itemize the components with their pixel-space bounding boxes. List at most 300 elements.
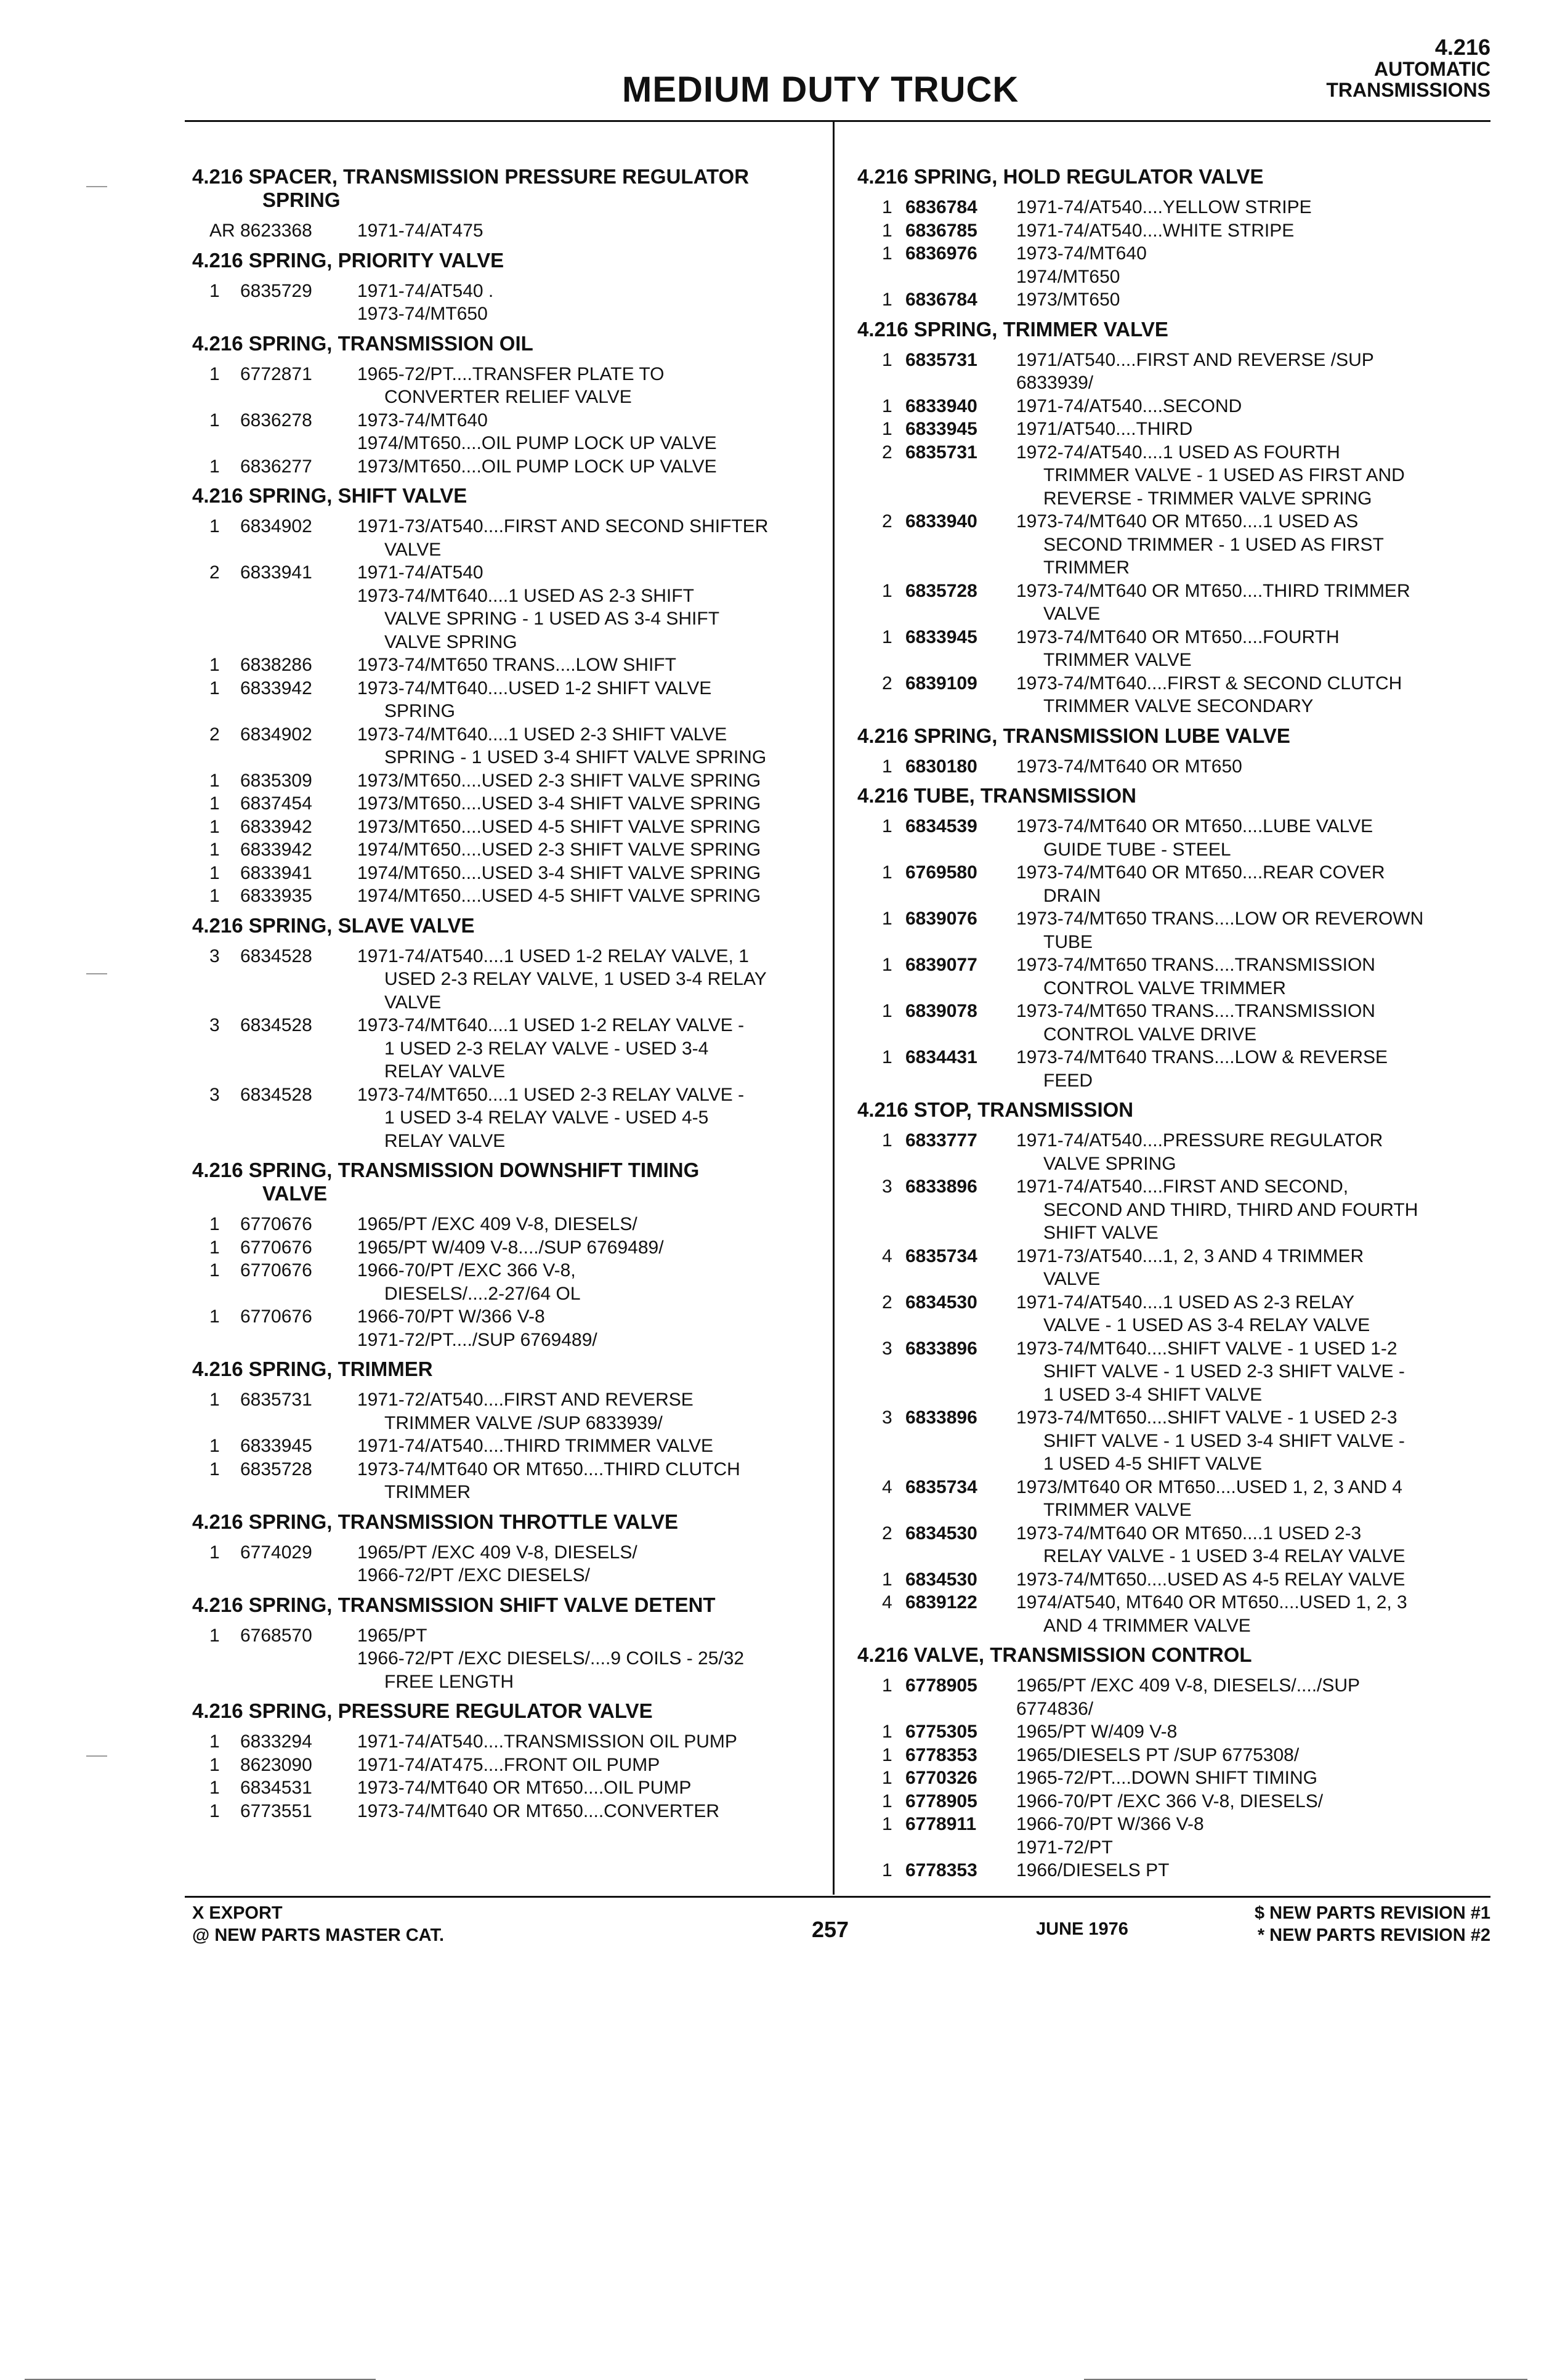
footer-legend-right — [1255, 1902, 1490, 1946]
description-line: 1966-72/PT /EXC DIESELS/ — [357, 1565, 590, 1585]
part-number: 6839122 — [905, 1592, 977, 1613]
part-number: 6833942 — [240, 840, 312, 860]
description-line: 1966/DIESELS PT — [1016, 1860, 1170, 1880]
description-line: VALVE — [1043, 604, 1101, 624]
description-line: 1973-74/MT640 OR MT650....1 USED 2-3 — [1016, 1523, 1362, 1544]
description-line: 1973-74/MT640 TRANS....LOW & REVERSE — [1016, 1047, 1388, 1067]
description-line: 1974/AT540, MT640 OR MT650....USED 1, 2, 3 — [1016, 1592, 1407, 1613]
part-quantity: AR — [209, 221, 235, 241]
section-heading — [857, 1098, 1492, 1122]
section-code: 4.216 — [192, 1699, 243, 1722]
description-line: 1965/PT /EXC 409 V-8, DIESELS/..../SUP — [1016, 1675, 1361, 1696]
description-line: 1 USED 3-4 SHIFT VALVE — [1043, 1384, 1263, 1405]
part-quantity: 1 — [882, 1860, 892, 1880]
description-line: TRIMMER VALVE /SUP 6833939/ — [384, 1412, 663, 1433]
part-number: 6839077 — [905, 955, 977, 975]
description-line: VALVE — [384, 992, 442, 1013]
part-number: 6778905 — [905, 1675, 977, 1696]
description-line: 1973-74/MT640....1 USED 2-3 SHIFT VALVE — [357, 724, 727, 745]
part-number: 6778353 — [905, 1860, 977, 1880]
description-line: 1973-74/MT640 OR MT650....FOURTH — [1016, 626, 1340, 647]
part-row — [192, 1458, 808, 1504]
part-quantity: 1 — [209, 1214, 220, 1234]
section-heading — [857, 1643, 1492, 1667]
part-number: 6834530 — [905, 1569, 977, 1590]
description-line: 1 USED 4-5 SHIFT VALVE — [1043, 1454, 1263, 1474]
part-number: 6833942 — [240, 678, 312, 698]
description-line: 1973-74/MT650 TRANS....TRANSMISSION — [1016, 955, 1375, 975]
part-quantity: 2 — [882, 1523, 892, 1544]
part-quantity: 1 — [209, 1459, 220, 1479]
section-title: SPRING, SHIFT VALVE — [248, 484, 467, 507]
description-line: 1965/DIESELS PT /SUP 6775308/ — [1016, 1744, 1300, 1765]
part-quantity: 1 — [882, 289, 892, 310]
section-heading — [192, 1510, 808, 1534]
section-title: SPRING, TRIMMER VALVE — [913, 317, 1168, 341]
description-line: 1971-74/AT540 . — [357, 280, 494, 301]
part-description — [357, 1014, 808, 1083]
section-title: STOP, TRANSMISSION — [913, 1098, 1134, 1121]
section-heading — [857, 724, 1492, 748]
part-row — [857, 1790, 1492, 1813]
section-title-line — [192, 1510, 808, 1534]
part-number: 6835734 — [905, 1245, 977, 1266]
part-number: 6768570 — [240, 1625, 312, 1646]
section-title-line — [857, 318, 1492, 341]
part-number: 6839109 — [905, 673, 977, 694]
part-description — [1016, 418, 1492, 441]
part-row — [192, 455, 808, 479]
part-quantity: 1 — [209, 516, 220, 536]
parts-section — [192, 1358, 808, 1504]
part-number: 6770676 — [240, 1306, 312, 1327]
description-line: SHIFT VALVE — [1043, 1223, 1159, 1243]
section-title-line — [192, 249, 808, 272]
part-description — [357, 1388, 808, 1435]
part-quantity: 1 — [882, 816, 892, 836]
part-row — [192, 1014, 808, 1083]
description-line: 1973/MT650....OIL PUMP LOCK UP VALVE — [357, 456, 717, 477]
part-quantity: 2 — [209, 724, 220, 745]
section-title-line — [192, 332, 808, 355]
part-quantity: 1 — [882, 1047, 892, 1067]
part-row — [192, 792, 808, 816]
section-code: 4.216 — [192, 1358, 243, 1380]
part-quantity: 3 — [882, 1338, 892, 1359]
part-number: 6775305 — [905, 1722, 977, 1742]
section-code: 4.216 — [857, 317, 908, 341]
part-description — [1016, 242, 1492, 288]
part-quantity: 1 — [209, 280, 220, 301]
description-line: RELAY VALVE — [384, 1130, 506, 1151]
part-number: 6778911 — [905, 1814, 977, 1834]
description-line: VALVE SPRING — [384, 631, 517, 652]
section-code: 4.216 — [857, 784, 908, 807]
part-quantity: 1 — [882, 756, 892, 777]
part-description — [357, 363, 808, 409]
section-code: 4.216 — [192, 1510, 243, 1533]
part-number: 6770676 — [240, 1237, 312, 1258]
parts-section — [192, 914, 808, 1153]
section-title: SPRING, PRIORITY VALVE — [248, 248, 504, 272]
part-number: 6833945 — [240, 1436, 312, 1456]
description-line: VALVE — [1043, 1269, 1101, 1289]
part-quantity: 1 — [209, 1237, 220, 1258]
part-row — [192, 219, 808, 243]
description-line: 1973-74/MT640 OR MT650....OIL PUMP — [357, 1778, 692, 1798]
part-row — [192, 654, 808, 677]
part-quantity: 1 — [882, 419, 892, 439]
part-row — [192, 280, 808, 326]
description-line: 1973-74/MT640 OR MT650....LUBE VALVE — [1016, 816, 1373, 836]
page-header-title: MEDIUM DUTY TRUCK — [622, 70, 1019, 110]
part-quantity: 1 — [209, 1436, 220, 1456]
part-quantity: 1 — [882, 909, 892, 929]
part-quantity: 4 — [882, 1245, 892, 1266]
part-number: 6835731 — [905, 442, 977, 463]
parts-section — [857, 1643, 1492, 1882]
part-row — [857, 755, 1492, 779]
section-title-line — [192, 914, 808, 937]
description-line: 1972-74/AT540....1 USED AS FOURTH — [1016, 442, 1340, 463]
section-heading — [192, 1593, 808, 1617]
part-row — [857, 1129, 1492, 1175]
part-row — [192, 769, 808, 793]
part-description — [357, 409, 808, 455]
part-quantity: 1 — [209, 1800, 220, 1821]
part-number: 6778905 — [905, 1791, 977, 1811]
part-description — [1016, 1000, 1492, 1046]
part-number: 6833945 — [905, 626, 977, 647]
part-quantity: 2 — [209, 562, 220, 583]
description-line: 1974/MT650....USED 3-4 SHIFT VALVE SPRING — [357, 862, 761, 883]
description-line: 1971-74/AT540....TRANSMISSION OIL PUMP — [357, 1731, 737, 1752]
part-row — [192, 862, 808, 885]
description-line: TRIMMER VALVE — [1043, 650, 1192, 670]
description-line: 1965-72/PT....DOWN SHIFT TIMING — [1016, 1768, 1317, 1788]
footer-legend-left — [192, 1902, 444, 1946]
section-code: 4.216 — [192, 1159, 243, 1181]
part-number: 6835731 — [240, 1390, 312, 1410]
section-title: SPRING, TRANSMISSION DOWNSHIFT TIMING — [248, 1159, 700, 1181]
section-title: SPACER, TRANSMISSION PRESSURE REGULATOR — [248, 165, 750, 188]
part-description — [357, 816, 808, 839]
part-description — [1016, 1859, 1492, 1882]
part-description — [1016, 1476, 1492, 1522]
part-row — [192, 1800, 808, 1823]
description-line: 1971-74/AT540....THIRD TRIMMER VALVE — [357, 1436, 713, 1456]
part-row — [857, 242, 1492, 288]
part-description — [357, 723, 808, 769]
description-line: 1971-74/AT540....FIRST AND SECOND, — [1016, 1176, 1349, 1197]
part-row — [857, 1674, 1492, 1720]
part-quantity: 1 — [882, 1768, 892, 1788]
part-row — [857, 441, 1492, 511]
part-row — [857, 288, 1492, 312]
description-line: TRIMMER — [384, 1482, 471, 1502]
section-title-line — [857, 1643, 1492, 1667]
description-line: 1965-72/PT....TRANSFER PLATE TO — [357, 363, 665, 384]
part-quantity: 2 — [882, 442, 892, 463]
parts-section — [192, 249, 808, 326]
description-line: 1973-74/MT640....1 USED 1-2 RELAY VALVE - — [357, 1015, 745, 1035]
description-line: 1973-74/MT650....SHIFT VALVE - 1 USED 2-3 — [1016, 1407, 1397, 1428]
description-line: 1971-74/AT540....WHITE STRIPE — [1016, 220, 1295, 241]
section-title-line — [857, 724, 1492, 748]
margin-mark — [86, 973, 107, 974]
part-description — [1016, 1337, 1492, 1407]
part-row — [857, 953, 1492, 1000]
description-line: RELAY VALVE — [384, 1061, 506, 1082]
part-description — [357, 515, 808, 561]
part-number: 6834530 — [905, 1292, 977, 1313]
part-description — [1016, 953, 1492, 1000]
part-quantity: 1 — [882, 349, 892, 370]
part-description — [1016, 219, 1492, 243]
part-description — [1016, 1129, 1492, 1175]
section-title: SPRING, TRANSMISSION OIL — [248, 331, 533, 355]
description-line: 1966-70/PT W/366 V-8 — [357, 1306, 545, 1327]
description-line: SECOND TRIMMER - 1 USED AS FIRST — [1043, 534, 1384, 555]
part-number: 6833777 — [905, 1130, 977, 1151]
section-title-line — [857, 784, 1492, 808]
part-description — [1016, 510, 1492, 580]
part-number: 6833896 — [905, 1338, 977, 1359]
section-title-line: VALVE — [262, 1182, 328, 1205]
part-quantity: 2 — [882, 673, 892, 694]
section-heading — [192, 1699, 808, 1723]
section-title: SPRING, TRANSMISSION THROTTLE VALVE — [248, 1510, 679, 1533]
part-number: 6836976 — [905, 243, 977, 264]
description-line: 6833939/ — [1016, 373, 1094, 393]
description-line: SHIFT VALVE - 1 USED 2-3 SHIFT VALVE - — [1043, 1361, 1405, 1382]
part-description — [1016, 580, 1492, 626]
part-number: 6836277 — [240, 456, 312, 477]
part-quantity: 1 — [882, 580, 892, 601]
part-description — [1016, 1720, 1492, 1744]
parts-section — [192, 484, 808, 908]
part-row — [192, 1435, 808, 1458]
part-row — [857, 580, 1492, 626]
revision-2-note: * NEW PARTS REVISION #2 — [1257, 1925, 1490, 1945]
part-quantity: 1 — [209, 410, 220, 431]
part-row — [857, 1245, 1492, 1291]
part-quantity: 3 — [882, 1176, 892, 1197]
part-description — [1016, 626, 1492, 672]
part-quantity: 1 — [209, 793, 220, 814]
margin-mark — [86, 1755, 107, 1757]
section-title-line — [857, 1098, 1492, 1122]
part-quantity: 1 — [209, 1390, 220, 1410]
part-description — [357, 1236, 808, 1260]
part-quantity: 1 — [209, 886, 220, 906]
description-line: RELAY VALVE - 1 USED 3-4 RELAY VALVE — [1043, 1546, 1405, 1566]
description-line: 1974/MT650 — [1016, 266, 1120, 287]
part-description — [1016, 441, 1492, 511]
description-line: 1 USED 2-3 RELAY VALVE - USED 3-4 — [384, 1038, 709, 1059]
part-row — [857, 1767, 1492, 1790]
part-quantity: 1 — [209, 1306, 220, 1327]
part-description — [357, 1305, 808, 1351]
parts-section — [857, 165, 1492, 312]
description-line: GUIDE TUBE - STEEL — [1043, 839, 1231, 860]
part-row — [192, 409, 808, 455]
part-quantity: 1 — [882, 626, 892, 647]
part-quantity: 1 — [209, 655, 220, 675]
part-number: 6833941 — [240, 562, 312, 583]
part-number: 6835734 — [905, 1476, 977, 1497]
publication-date: JUNE 1976 — [1036, 1919, 1128, 1939]
parts-section — [192, 165, 808, 243]
description-line: 1971-74/AT540....1 USED AS 2-3 RELAY — [1016, 1292, 1355, 1313]
description-line: 1973-74/MT640....SHIFT VALVE - 1 USED 1-2 — [1016, 1338, 1397, 1359]
section-title-line — [192, 484, 808, 508]
section-code: 4.216 — [192, 484, 243, 507]
section-heading — [192, 484, 808, 508]
section-code: 4.216 — [857, 724, 908, 747]
part-row — [857, 861, 1492, 907]
section-title: VALVE, TRANSMISSION CONTROL — [913, 1643, 1252, 1666]
section-heading — [857, 318, 1492, 341]
section-label-line2: TRANSMISSIONS — [1326, 79, 1490, 102]
part-description — [357, 1776, 808, 1800]
part-row — [857, 1337, 1492, 1407]
part-description — [1016, 1790, 1492, 1813]
part-row — [192, 363, 808, 409]
part-quantity: 1 — [209, 456, 220, 477]
section-label-line1: AUTOMATIC — [1373, 58, 1490, 81]
description-line: 1966-70/PT /EXC 366 V-8, — [357, 1260, 576, 1281]
description-line: 1965/PT W/409 V-8..../SUP 6769489/ — [357, 1237, 664, 1258]
description-line: 1965/PT /EXC 409 V-8, DIESELS/ — [357, 1214, 637, 1234]
section-code: 4.216 — [192, 165, 243, 188]
description-line: 1971-74/AT540....SECOND — [1016, 395, 1242, 416]
part-number: 6769580 — [905, 862, 977, 883]
part-quantity: 1 — [209, 816, 220, 837]
part-number: 6833896 — [905, 1176, 977, 1197]
section-code: 4.216 — [192, 248, 243, 272]
description-line: 1973-74/MT640 OR MT650....REAR COVER — [1016, 862, 1385, 883]
part-number: 6834528 — [240, 945, 312, 966]
part-number: 6833294 — [240, 1731, 312, 1752]
part-description — [357, 1730, 808, 1754]
part-quantity: 1 — [209, 1542, 220, 1563]
part-number: 6770326 — [905, 1768, 977, 1788]
section-code: 4.216 — [857, 165, 908, 188]
description-line: 1973-74/MT640....FIRST & SECOND CLUTCH — [1016, 673, 1402, 694]
description-line: 1974/MT650....USED 2-3 SHIFT VALVE SPRING — [357, 840, 761, 860]
part-row — [857, 1744, 1492, 1767]
description-line: 1973-74/MT640 OR MT650....CONVERTER — [357, 1800, 719, 1821]
part-quantity: 1 — [882, 1722, 892, 1742]
part-row — [857, 1000, 1492, 1046]
part-row — [857, 1859, 1492, 1882]
part-number: 6836784 — [905, 289, 977, 310]
part-number: 6833935 — [240, 886, 312, 906]
part-description — [1016, 349, 1492, 395]
section-title: SPRING, SLAVE VALVE — [248, 913, 475, 937]
part-description — [357, 654, 808, 677]
part-row — [857, 1720, 1492, 1744]
part-description — [357, 884, 808, 908]
part-quantity: 1 — [882, 1001, 892, 1021]
part-row — [857, 219, 1492, 243]
part-description — [357, 945, 808, 1014]
part-number: 6834530 — [905, 1523, 977, 1544]
part-row — [857, 1476, 1492, 1522]
section-title: SPRING, TRANSMISSION LUBE VALVE — [913, 724, 1290, 747]
part-row — [192, 1259, 808, 1305]
part-quantity: 4 — [882, 1476, 892, 1497]
description-line: 1971-72/AT540....FIRST AND REVERSE — [357, 1390, 694, 1410]
part-description — [1016, 1813, 1492, 1859]
description-line: 1971-74/AT540 — [357, 562, 483, 583]
section-heading — [192, 249, 808, 272]
description-line: 1971-74/AT540....YELLOW STRIPE — [1016, 197, 1312, 217]
footer-master-cat-note: @ NEW PARTS MASTER CAT. — [192, 1925, 445, 1945]
revision-1-note: $ NEW PARTS REVISION #1 — [1255, 1903, 1490, 1923]
description-line: REVERSE - TRIMMER VALVE SPRING — [1043, 488, 1372, 509]
part-quantity: 1 — [209, 1625, 220, 1646]
description-line: 1974/MT650....OIL PUMP LOCK UP VALVE — [357, 433, 717, 453]
part-row — [857, 672, 1492, 718]
description-line: TRIMMER VALVE - 1 USED AS FIRST AND — [1043, 465, 1405, 485]
section-title: TUBE, TRANSMISSION — [913, 784, 1136, 807]
part-row — [857, 907, 1492, 953]
part-row — [857, 1406, 1492, 1476]
part-row — [192, 838, 808, 862]
part-row — [857, 1291, 1492, 1337]
part-description — [1016, 672, 1492, 718]
part-quantity: 1 — [209, 840, 220, 860]
part-row — [192, 1236, 808, 1260]
part-quantity: 1 — [209, 770, 220, 791]
section-title-line — [192, 1159, 808, 1182]
part-number: 6835309 — [240, 770, 312, 791]
part-quantity: 1 — [209, 1731, 220, 1752]
part-description — [357, 792, 808, 816]
part-quantity: 2 — [882, 1292, 892, 1313]
part-number: 6833940 — [905, 511, 977, 532]
part-quantity: 1 — [882, 955, 892, 975]
part-description — [357, 1435, 808, 1458]
part-description — [357, 561, 808, 654]
part-quantity: 1 — [882, 1791, 892, 1811]
description-line: VALVE SPRING - 1 USED AS 3-4 SHIFT — [384, 609, 720, 629]
footer-export-note: X EXPORT — [192, 1903, 283, 1923]
description-line: TRIMMER VALVE — [1043, 1500, 1192, 1520]
description-line: 1973-74/MT650 TRANS....TRANSMISSION — [1016, 1001, 1375, 1021]
part-row — [857, 1568, 1492, 1592]
part-description — [1016, 1767, 1492, 1790]
description-line: USED 2-3 RELAY VALVE, 1 USED 3-4 RELAY — [384, 969, 767, 989]
part-number: 6834902 — [240, 724, 312, 745]
parts-section — [857, 318, 1492, 718]
part-description — [1016, 1245, 1492, 1291]
description-line: TRIMMER — [1043, 557, 1130, 578]
description-line: FREE LENGTH — [384, 1671, 514, 1692]
description-line: 1971/AT540....FIRST AND REVERSE /SUP — [1016, 349, 1374, 370]
part-row — [857, 510, 1492, 580]
part-description — [357, 769, 808, 793]
part-description — [357, 455, 808, 479]
part-quantity: 1 — [882, 220, 892, 241]
part-row — [192, 1624, 808, 1694]
part-number: 6770676 — [240, 1260, 312, 1281]
part-row — [857, 196, 1492, 219]
section-code: 4.216 — [192, 913, 243, 937]
part-number: 6833941 — [240, 862, 312, 883]
